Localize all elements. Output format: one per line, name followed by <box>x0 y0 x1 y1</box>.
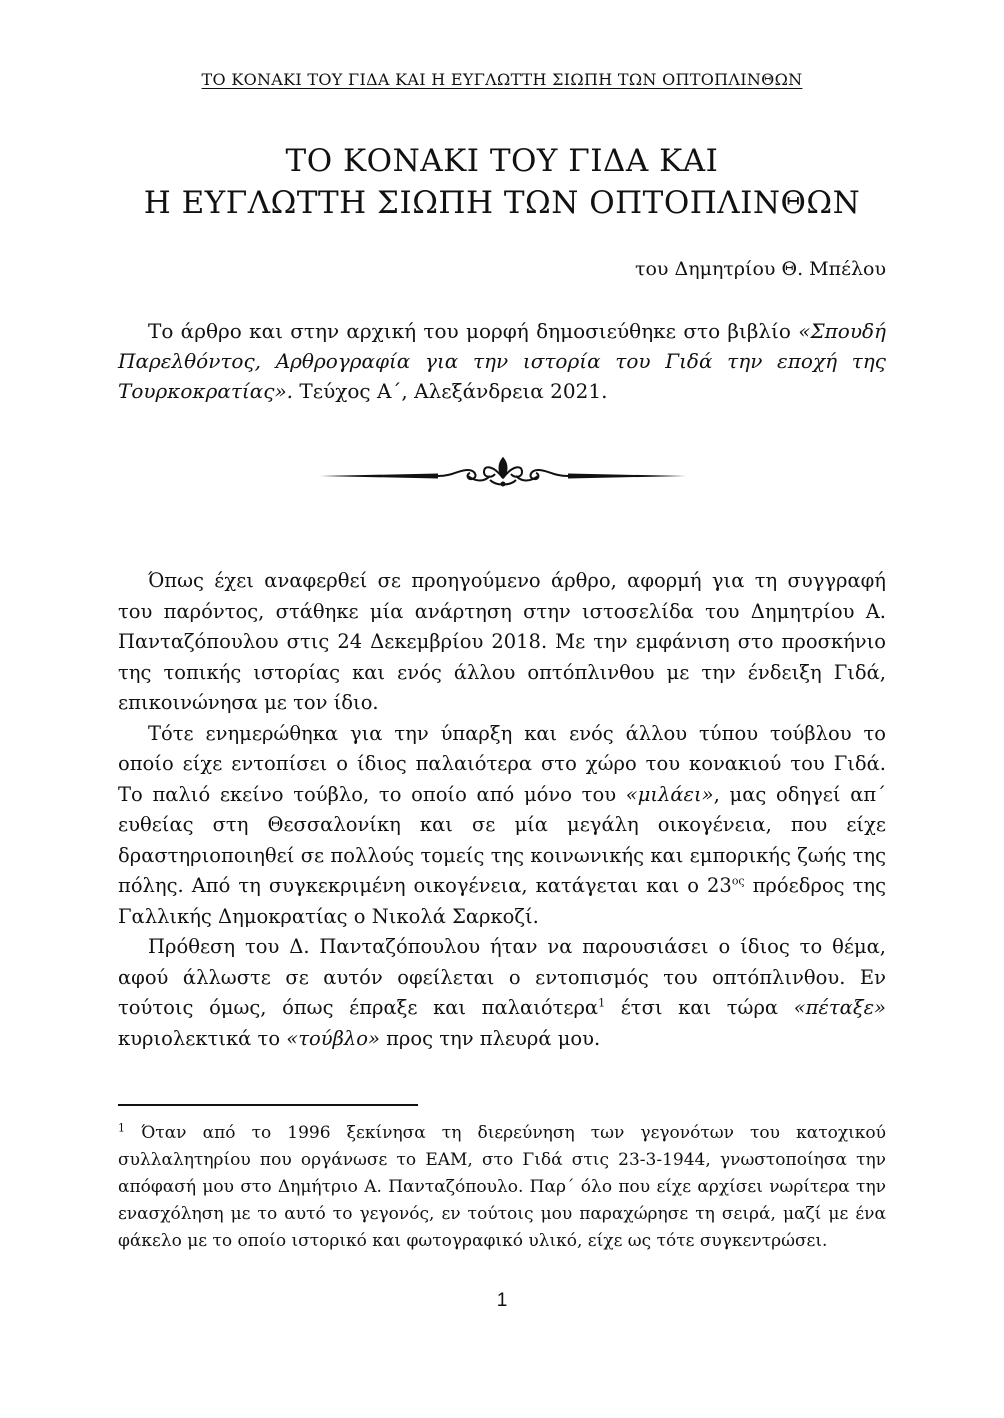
body-paragraph-2 <box>118 719 886 933</box>
p3-emphasis-2: «τούβλο» <box>286 1026 380 1050</box>
p3-text-c: κυριολεκτικά το <box>118 1026 287 1050</box>
p2-text-c: πρόεδρος της Γαλλικής Δημοκρατίας ο Νικολά Σαρκοζί. <box>118 874 886 928</box>
p2-text-b: , μας οδηγεί απ΄ ευθείας στη Θεσσαλονίκη και σε μία μεγάλη οικογένεια, που είχε δραστηριοποιηθεί σε πολλούς τομείς της κοινωνικής και εμπορικής ζωής της πόλης. Από τη συγκεκριμένη οικογένεια, κατάγεται και ο <box>118 782 887 897</box>
title-line-2: Η ΕΥΓΛΩΤΤΗ ΣΙΩΠΗ ΤΩΝ ΟΠΤΟΠΛΙΝΘΩΝ <box>143 185 861 221</box>
running-header <box>0 70 1004 89</box>
p3-text-b: έτσι και τώρα <box>605 996 794 1019</box>
footnote-reference[interactable]: 1 <box>598 996 606 1010</box>
author-byline: του Δημητρίου Θ. Μπέλου <box>634 258 886 280</box>
intro-text-2: Τεύχος Α΄, Αλεξάνδρεια 2021. <box>293 379 608 403</box>
p2-emphasis: «μιλάει» <box>625 782 714 806</box>
p3-emphasis-1: «πέταξε» <box>793 996 886 1019</box>
article-body <box>118 566 886 1054</box>
body-paragraph-3 <box>118 932 886 1054</box>
p3-text-d: προς την πλευρά μου. <box>379 1026 601 1050</box>
footnote <box>118 1120 886 1255</box>
footnote-text: Όταν από το 1996 ξεκίνησα τη διερεύνηση των γεγονότων του κατοχικού συλλαλητηρίου που οργάνωσε το ΕΑΜ, στο Γιδά στις 23-3-1944, γνωστοποίησα την απόφασή μου στο Δημήτριο Α. Πανταζόπουλο. Παρ΄ όλο που είχε αρχίσει νωρίτερα την ενασχόληση με το αυτό το γεγονός, εν τούτοις μου παραχώρησε τη σειρά, μαζί με ένα φάκελο με το οποίο ιστορικό και φωτογραφικό υλικό, είχε ως τότε συγκεντρώσει. <box>118 1123 886 1251</box>
footnote-marker: 1 <box>118 1121 125 1135</box>
article-title <box>100 140 904 224</box>
p2-ordinal-number: 23 <box>706 874 732 897</box>
body-paragraph-1: Όπως έχει αναφερθεί σε προηγούμενο άρθρο, αφορμή για τη συγγραφή του παρόντος, στάθηκε μία ανάρτηση στην ιστοσελίδα του Δημητρίου Α. Πανταζόπουλου στις 24 Δεκεμβρίου 2018. Με την εμφάνιση στο προσκήνιο της τοπικής ιστορίας και ενός άλλου οπτόπλινθου με την ένδειξη Γιδά, επικοινώνησα με τον ίδιο. <box>118 569 886 714</box>
footnote-separator <box>118 1104 418 1106</box>
title-line-1: ΤΟ ΚΟΝΑΚΙ ΤΟΥ ΓΙΔΑ ΚΑΙ <box>285 143 719 179</box>
intro-text-1: Το άρθρο και στην αρχική του μορφή δημοσιεύθηκε στο βιβλίο <box>148 319 799 343</box>
intro-paragraph <box>118 316 886 406</box>
p2-text-a: Τότε ενημερώθηκα για την ύπαρξη και ενός άλλου τύπου τούβλου το οποίο είχε εντοπίσει ο ίδιος παλαιότερα στο χώρο του κονακιού του Γιδά. Το παλιό εκείνο τούβλο, το οποίο από μόνο του <box>118 721 886 806</box>
p2-ordinal-suffix: ος <box>731 874 745 888</box>
p3-text-a: Πρόθεση του Δ. Πανταζόπουλου ήταν να παρουσιάσει ο ίδιος το θέμα, αφού άλλωστε σε αυτόν οφείλεται ο εντοπισμός του οπτόπλινθου. Εν τούτοις όμως, όπως έπραξε και παλαιότερα <box>118 935 886 1019</box>
ornamental-divider-icon <box>318 452 688 498</box>
intro-book-title: «Σπουδή Παρελθόντος, Αρθρογραφία για την ιστορία του Γιδά την εποχή της Τουρκοκρατίας». <box>118 319 886 403</box>
running-header-title: ΤΟ ΚΟΝΑΚΙ ΤΟΥ ΓΙΔΑ ΚΑΙ Η ΕΥΓΛΩΤΤΗ ΣΙΩΠΗ ΤΩΝ ΟΠΤΟΠΛΙΝΘΩΝ <box>201 70 803 89</box>
page-number: 1 <box>496 1290 508 1311</box>
